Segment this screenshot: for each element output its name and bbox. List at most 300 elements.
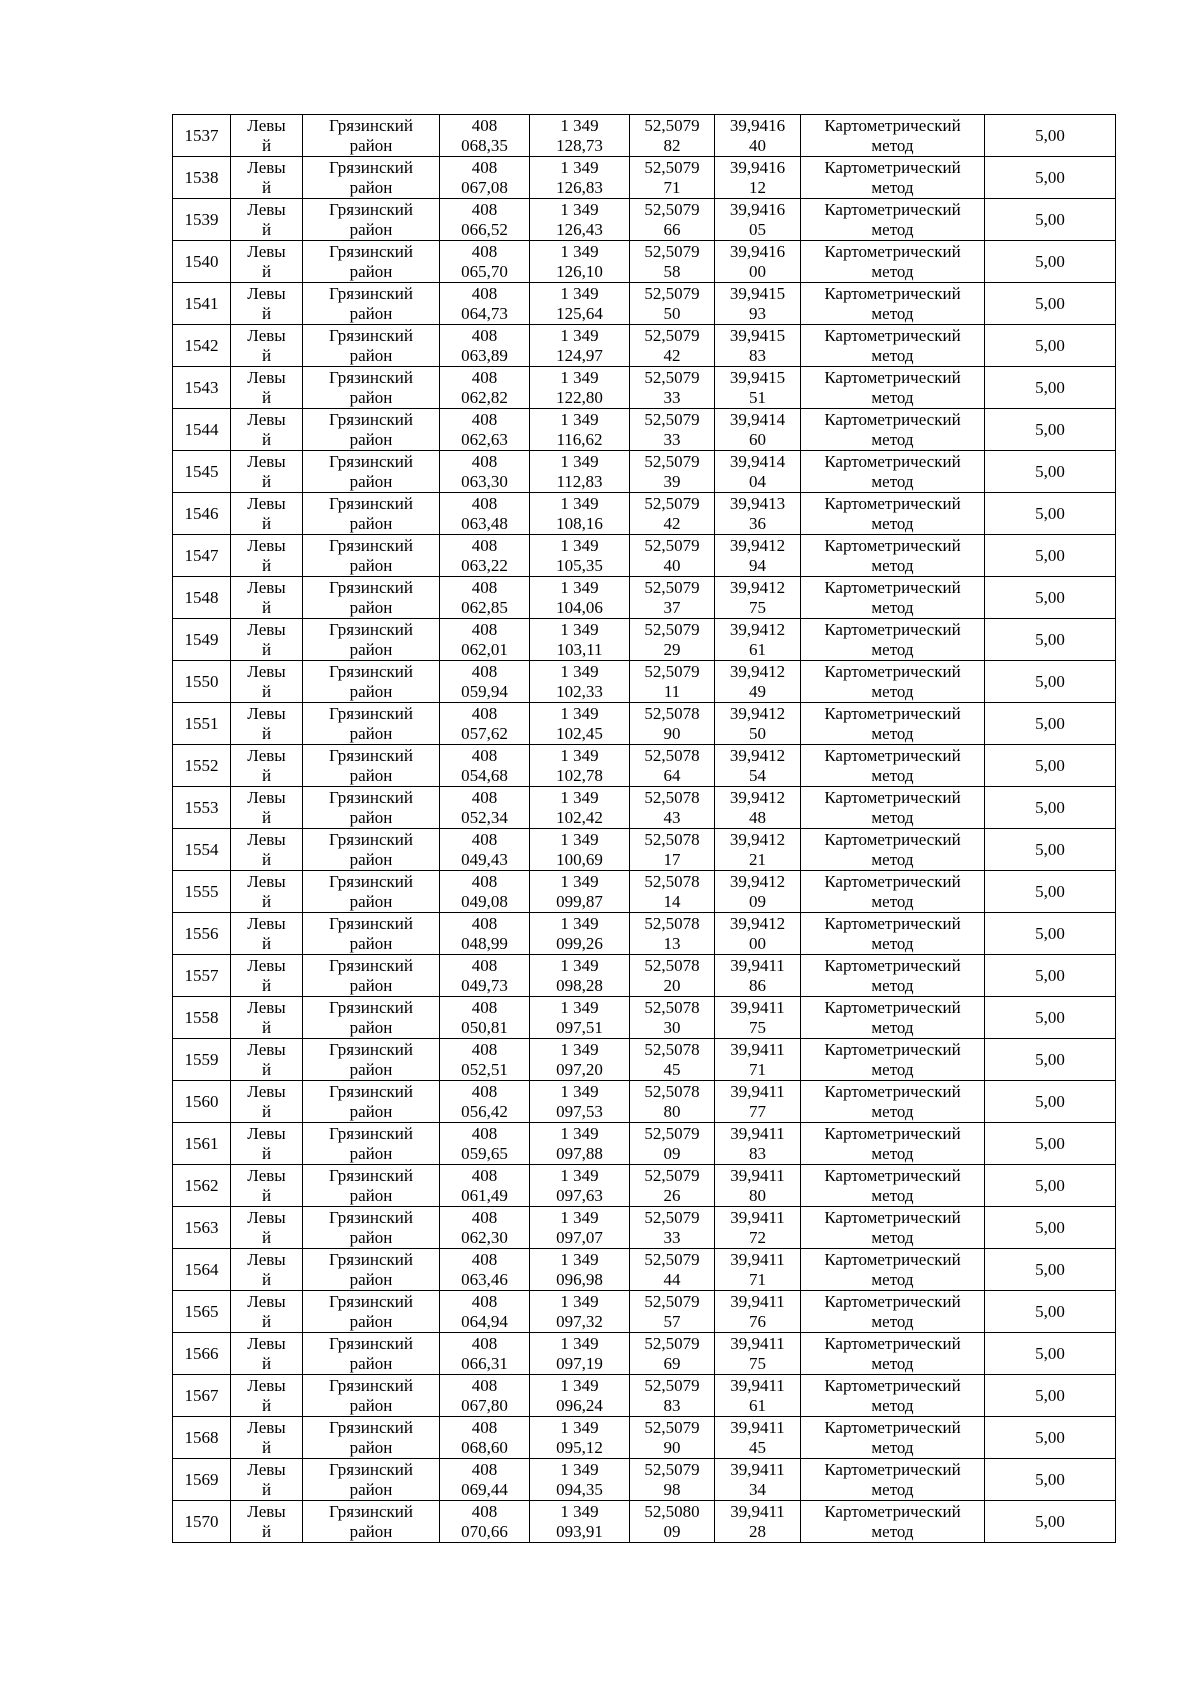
latitude-cell-line-1: 52,5079 [644, 1207, 700, 1227]
district-cell [303, 1207, 440, 1249]
latitude-cell-line-1: 52,5079 [644, 1249, 700, 1269]
y-coordinate-cell-line-2: 124,97 [556, 345, 603, 365]
longitude-cell-line-2: 94 [749, 555, 766, 575]
bank-side-cell-line-1: Левы [247, 283, 286, 303]
district-cell-line-2: район [349, 471, 393, 491]
point-number-cell: 1557 [173, 955, 231, 997]
bank-side-cell [231, 787, 303, 829]
longitude-cell-line-1: 39,9412 [729, 787, 786, 807]
latitude-cell-line-2: 13 [663, 933, 681, 953]
latitude-cell-line-2: 20 [663, 975, 681, 995]
latitude-cell-line-1: 52,5078 [644, 787, 700, 807]
latitude-cell [630, 829, 715, 871]
table-row [173, 283, 1116, 325]
y-coordinate-cell-line-2: 096,98 [556, 1269, 603, 1289]
latitude-cell-line-1: 52,5080 [644, 1501, 700, 1521]
y-coordinate-cell-line-2: 104,06 [556, 597, 603, 617]
latitude-cell-line-1: 52,5078 [644, 745, 700, 765]
method-cell-line-2: метод [871, 303, 914, 323]
latitude-cell [630, 787, 715, 829]
longitude-cell-line-1: 39,9412 [729, 619, 786, 639]
x-coordinate-cell [440, 787, 530, 829]
bank-side-cell-line-2: й [261, 1521, 272, 1541]
longitude-cell [715, 535, 801, 577]
longitude-cell-line-2: 00 [749, 261, 766, 281]
bank-side-cell [231, 745, 303, 787]
x-coordinate-cell-line-1: 408 [471, 1501, 498, 1521]
district-cell-line-2: район [349, 429, 393, 449]
longitude-cell-line-2: 28 [749, 1521, 766, 1541]
district-cell-line-2: район [349, 891, 393, 911]
accuracy-cell: 5,00 [985, 661, 1116, 703]
method-cell-line-2: метод [871, 1185, 914, 1205]
accuracy-cell: 5,00 [985, 577, 1116, 619]
longitude-cell [715, 1249, 801, 1291]
latitude-cell-line-2: 33 [663, 387, 681, 407]
longitude-cell [715, 955, 801, 997]
x-coordinate-cell-line-2: 070,66 [461, 1521, 508, 1541]
longitude-cell-line-1: 39,9411 [730, 955, 785, 975]
bank-side-cell-line-1: Левы [247, 1417, 286, 1437]
method-cell-line-1: Картометрический [824, 1123, 961, 1143]
x-coordinate-cell-line-2: 052,51 [461, 1059, 508, 1079]
method-cell-line-1: Картометрический [824, 1249, 961, 1269]
x-coordinate-cell [440, 997, 530, 1039]
bank-side-cell-line-2: й [261, 1227, 272, 1247]
y-coordinate-cell-line-1: 1 349 [560, 1333, 599, 1353]
y-coordinate-cell [530, 367, 630, 409]
longitude-cell-line-2: 71 [749, 1269, 766, 1289]
method-cell-line-1: Картометрический [824, 661, 961, 681]
y-coordinate-cell-line-1: 1 349 [560, 619, 599, 639]
method-cell-line-1: Картометрический [824, 787, 961, 807]
table-row [173, 997, 1116, 1039]
y-coordinate-cell [530, 577, 630, 619]
y-coordinate-cell-line-2: 102,78 [556, 765, 603, 785]
district-cell-line-1: Грязинский [329, 1165, 413, 1185]
bank-side-cell [231, 199, 303, 241]
bank-side-cell-line-1: Левы [247, 157, 286, 177]
point-number-cell: 1565 [173, 1291, 231, 1333]
latitude-cell [630, 619, 715, 661]
method-cell-line-2: метод [871, 1269, 914, 1289]
district-cell-line-1: Грязинский [329, 577, 413, 597]
y-coordinate-cell [530, 787, 630, 829]
latitude-cell-line-1: 52,5079 [644, 283, 700, 303]
x-coordinate-cell-line-2: 059,65 [461, 1143, 508, 1163]
point-number-cell: 1563 [173, 1207, 231, 1249]
bank-side-cell-line-1: Левы [247, 1123, 286, 1143]
bank-side-cell [231, 241, 303, 283]
district-cell-line-1: Грязинский [329, 871, 413, 891]
method-cell [801, 703, 985, 745]
latitude-cell [630, 409, 715, 451]
x-coordinate-cell-line-2: 067,80 [461, 1395, 508, 1415]
x-coordinate-cell-line-2: 049,08 [461, 891, 508, 911]
longitude-cell [715, 283, 801, 325]
bank-side-cell-line-1: Левы [247, 367, 286, 387]
latitude-cell-line-1: 52,5078 [644, 997, 700, 1017]
method-cell-line-1: Картометрический [824, 1333, 961, 1353]
bank-side-cell [231, 577, 303, 619]
method-cell-line-2: метод [871, 387, 914, 407]
district-cell [303, 871, 440, 913]
longitude-cell-line-2: 61 [749, 639, 766, 659]
district-cell [303, 241, 440, 283]
point-number-cell: 1545 [173, 451, 231, 493]
point-number-cell: 1543 [173, 367, 231, 409]
y-coordinate-cell-line-2: 105,35 [556, 555, 603, 575]
latitude-cell [630, 1039, 715, 1081]
method-cell-line-1: Картометрический [824, 829, 961, 849]
longitude-cell-line-2: 40 [749, 135, 766, 155]
x-coordinate-cell-line-1: 408 [471, 703, 498, 723]
method-cell-line-2: метод [871, 1353, 914, 1373]
district-cell-line-2: район [349, 555, 393, 575]
x-coordinate-cell-line-1: 408 [471, 1165, 498, 1185]
method-cell-line-1: Картометрический [824, 241, 961, 261]
method-cell-line-2: метод [871, 891, 914, 911]
method-cell-line-2: метод [871, 975, 914, 995]
method-cell [801, 451, 985, 493]
district-cell [303, 577, 440, 619]
bank-side-cell-line-1: Левы [247, 199, 286, 219]
longitude-cell [715, 115, 801, 157]
longitude-cell-line-2: 05 [749, 219, 766, 239]
district-cell-line-1: Грязинский [329, 1375, 413, 1395]
latitude-cell-line-1: 52,5078 [644, 829, 700, 849]
x-coordinate-cell [440, 157, 530, 199]
longitude-cell-line-1: 39,9412 [729, 871, 786, 891]
longitude-cell-line-2: 61 [749, 1395, 766, 1415]
bank-side-cell-line-1: Левы [247, 493, 286, 513]
x-coordinate-cell-line-1: 408 [471, 787, 498, 807]
bank-side-cell [231, 325, 303, 367]
table-row [173, 325, 1116, 367]
y-coordinate-cell-line-2: 093,91 [556, 1521, 603, 1541]
latitude-cell-line-2: 29 [663, 639, 681, 659]
latitude-cell-line-1: 52,5079 [644, 577, 700, 597]
y-coordinate-cell-line-1: 1 349 [560, 1207, 599, 1227]
bank-side-cell-line-2: й [261, 1395, 272, 1415]
bank-side-cell [231, 1123, 303, 1165]
method-cell-line-1: Картометрический [824, 199, 961, 219]
latitude-cell-line-1: 52,5078 [644, 871, 700, 891]
longitude-cell-line-2: 12 [749, 177, 766, 197]
latitude-cell-line-2: 14 [663, 891, 681, 911]
x-coordinate-cell [440, 661, 530, 703]
accuracy-cell: 5,00 [985, 871, 1116, 913]
y-coordinate-cell [530, 1207, 630, 1249]
x-coordinate-cell [440, 1291, 530, 1333]
y-coordinate-cell-line-1: 1 349 [560, 367, 599, 387]
district-cell [303, 619, 440, 661]
accuracy-cell: 5,00 [985, 283, 1116, 325]
latitude-cell [630, 1207, 715, 1249]
y-coordinate-cell-line-1: 1 349 [560, 955, 599, 975]
district-cell-line-2: район [349, 723, 393, 743]
point-number-cell: 1549 [173, 619, 231, 661]
bank-side-cell-line-2: й [261, 261, 272, 281]
district-cell [303, 913, 440, 955]
latitude-cell [630, 997, 715, 1039]
district-cell [303, 409, 440, 451]
longitude-cell-line-2: 93 [749, 303, 766, 323]
y-coordinate-cell [530, 1375, 630, 1417]
table-row [173, 367, 1116, 409]
point-number-cell: 1569 [173, 1459, 231, 1501]
x-coordinate-cell-line-1: 408 [471, 1207, 498, 1227]
table-row [173, 1375, 1116, 1417]
method-cell-line-2: метод [871, 1059, 914, 1079]
latitude-cell [630, 283, 715, 325]
district-cell [303, 115, 440, 157]
point-number-cell: 1539 [173, 199, 231, 241]
accuracy-cell: 5,00 [985, 535, 1116, 577]
latitude-cell-line-1: 52,5079 [644, 1165, 700, 1185]
method-cell-line-1: Картометрический [824, 577, 961, 597]
x-coordinate-cell-line-1: 408 [471, 1459, 498, 1479]
district-cell-line-2: район [349, 135, 393, 155]
bank-side-cell-line-1: Левы [247, 997, 286, 1017]
x-coordinate-cell-line-2: 062,30 [461, 1227, 508, 1247]
x-coordinate-cell-line-2: 063,46 [461, 1269, 508, 1289]
longitude-cell [715, 157, 801, 199]
district-cell [303, 1249, 440, 1291]
longitude-cell-line-1: 39,9411 [730, 1081, 785, 1101]
method-cell-line-1: Картометрический [824, 325, 961, 345]
latitude-cell [630, 493, 715, 535]
latitude-cell [630, 1375, 715, 1417]
method-cell [801, 745, 985, 787]
bank-side-cell [231, 115, 303, 157]
y-coordinate-cell [530, 325, 630, 367]
longitude-cell-line-1: 39,9411 [730, 997, 785, 1017]
latitude-cell [630, 115, 715, 157]
x-coordinate-cell-line-1: 408 [471, 451, 498, 471]
district-cell-line-1: Грязинский [329, 115, 413, 135]
bank-side-cell-line-1: Левы [247, 1207, 286, 1227]
latitude-cell-line-2: 42 [663, 345, 681, 365]
latitude-cell-line-2: 11 [663, 681, 681, 701]
x-coordinate-cell-line-1: 408 [471, 829, 498, 849]
district-cell [303, 1375, 440, 1417]
latitude-cell [630, 913, 715, 955]
method-cell [801, 1039, 985, 1081]
longitude-cell-line-2: 04 [749, 471, 766, 491]
x-coordinate-cell [440, 1417, 530, 1459]
district-cell [303, 955, 440, 997]
district-cell-line-1: Грязинский [329, 535, 413, 555]
accuracy-cell: 5,00 [985, 787, 1116, 829]
y-coordinate-cell-line-1: 1 349 [560, 661, 599, 681]
x-coordinate-cell-line-1: 408 [471, 367, 498, 387]
latitude-cell-line-2: 50 [663, 303, 681, 323]
table-row [173, 787, 1116, 829]
point-number-cell: 1554 [173, 829, 231, 871]
bank-side-cell-line-2: й [261, 1479, 272, 1499]
district-cell [303, 997, 440, 1039]
x-coordinate-cell [440, 493, 530, 535]
method-cell [801, 913, 985, 955]
latitude-cell-line-2: 44 [663, 1269, 681, 1289]
longitude-cell-line-1: 39,9416 [729, 157, 786, 177]
x-coordinate-cell-line-2: 052,34 [461, 807, 508, 827]
x-coordinate-cell-line-1: 408 [471, 325, 498, 345]
longitude-cell-line-1: 39,9412 [729, 703, 786, 723]
x-coordinate-cell [440, 1249, 530, 1291]
y-coordinate-cell [530, 199, 630, 241]
y-coordinate-cell-line-1: 1 349 [560, 199, 599, 219]
y-coordinate-cell-line-1: 1 349 [560, 1291, 599, 1311]
method-cell [801, 619, 985, 661]
y-coordinate-cell [530, 493, 630, 535]
table-row [173, 871, 1116, 913]
point-number-cell: 1537 [173, 115, 231, 157]
longitude-cell-line-2: 34 [749, 1479, 766, 1499]
bank-side-cell-line-1: Левы [247, 409, 286, 429]
y-coordinate-cell-line-2: 102,33 [556, 681, 603, 701]
accuracy-cell: 5,00 [985, 703, 1116, 745]
method-cell [801, 661, 985, 703]
x-coordinate-cell [440, 409, 530, 451]
district-cell [303, 157, 440, 199]
y-coordinate-cell-line-1: 1 349 [560, 1039, 599, 1059]
method-cell-line-1: Картометрический [824, 451, 961, 471]
y-coordinate-cell-line-1: 1 349 [560, 535, 599, 555]
method-cell-line-2: метод [871, 219, 914, 239]
latitude-cell-line-1: 52,5079 [644, 367, 700, 387]
y-coordinate-cell [530, 997, 630, 1039]
bank-side-cell-line-1: Левы [247, 1291, 286, 1311]
bank-side-cell-line-2: й [261, 681, 272, 701]
bank-side-cell [231, 1249, 303, 1291]
bank-side-cell [231, 1333, 303, 1375]
table-row [173, 577, 1116, 619]
table-row [173, 409, 1116, 451]
longitude-cell-line-1: 39,9413 [729, 493, 786, 513]
bank-side-cell-line-2: й [261, 303, 272, 323]
table-row [173, 1501, 1116, 1543]
point-number-cell: 1550 [173, 661, 231, 703]
method-cell [801, 283, 985, 325]
longitude-cell [715, 493, 801, 535]
bank-side-cell [231, 997, 303, 1039]
longitude-cell-line-2: 51 [749, 387, 766, 407]
district-cell-line-2: район [349, 1521, 393, 1541]
accuracy-cell: 5,00 [985, 829, 1116, 871]
district-cell [303, 703, 440, 745]
latitude-cell-line-1: 52,5079 [644, 661, 700, 681]
district-cell [303, 1291, 440, 1333]
latitude-cell [630, 1333, 715, 1375]
district-cell-line-1: Грязинский [329, 1039, 413, 1059]
method-cell [801, 115, 985, 157]
accuracy-cell: 5,00 [985, 955, 1116, 997]
bank-side-cell [231, 913, 303, 955]
latitude-cell-line-2: 66 [663, 219, 681, 239]
method-cell-line-1: Картометрический [824, 283, 961, 303]
table-row [173, 661, 1116, 703]
accuracy-cell: 5,00 [985, 1249, 1116, 1291]
x-coordinate-cell-line-2: 066,31 [461, 1353, 508, 1373]
district-cell-line-2: район [349, 1479, 393, 1499]
x-coordinate-cell [440, 325, 530, 367]
latitude-cell-line-2: 69 [663, 1353, 681, 1373]
latitude-cell-line-2: 09 [663, 1143, 681, 1163]
y-coordinate-cell [530, 703, 630, 745]
y-coordinate-cell [530, 955, 630, 997]
x-coordinate-cell-line-2: 048,99 [461, 933, 508, 953]
district-cell-line-2: район [349, 387, 393, 407]
x-coordinate-cell-line-2: 062,63 [461, 429, 508, 449]
longitude-cell-line-1: 39,9411 [730, 1417, 785, 1437]
latitude-cell-line-1: 52,5079 [644, 451, 700, 471]
longitude-cell [715, 1291, 801, 1333]
bank-side-cell [231, 451, 303, 493]
latitude-cell-line-1: 52,5079 [644, 1375, 700, 1395]
bank-side-cell [231, 493, 303, 535]
table-row [173, 241, 1116, 283]
method-cell-line-1: Картометрический [824, 1165, 961, 1185]
longitude-cell-line-2: 36 [749, 513, 766, 533]
method-cell [801, 955, 985, 997]
latitude-cell-line-1: 52,5078 [644, 1081, 700, 1101]
latitude-cell-line-1: 52,5078 [644, 1039, 700, 1059]
latitude-cell-line-2: 40 [663, 555, 681, 575]
point-number-cell: 1567 [173, 1375, 231, 1417]
bank-side-cell [231, 661, 303, 703]
district-cell [303, 829, 440, 871]
district-cell-line-1: Грязинский [329, 1123, 413, 1143]
bank-side-cell-line-1: Левы [247, 1459, 286, 1479]
x-coordinate-cell [440, 745, 530, 787]
bank-side-cell-line-2: й [261, 387, 272, 407]
x-coordinate-cell-line-2: 063,30 [461, 471, 508, 491]
district-cell-line-1: Грязинский [329, 955, 413, 975]
x-coordinate-cell-line-2: 054,68 [461, 765, 508, 785]
district-cell-line-2: район [349, 1311, 393, 1331]
x-coordinate-cell-line-1: 408 [471, 241, 498, 261]
latitude-cell-line-2: 09 [663, 1521, 681, 1541]
table-row [173, 535, 1116, 577]
accuracy-cell: 5,00 [985, 199, 1116, 241]
x-coordinate-cell-line-1: 408 [471, 199, 498, 219]
method-cell-line-2: метод [871, 555, 914, 575]
method-cell-line-1: Картометрический [824, 997, 961, 1017]
latitude-cell-line-1: 52,5079 [644, 325, 700, 345]
y-coordinate-cell [530, 745, 630, 787]
bank-side-cell-line-2: й [261, 933, 272, 953]
method-cell-line-2: метод [871, 1521, 914, 1541]
method-cell [801, 577, 985, 619]
table-row [173, 1459, 1116, 1501]
longitude-cell [715, 619, 801, 661]
y-coordinate-cell [530, 1291, 630, 1333]
longitude-cell-line-2: 75 [749, 1353, 766, 1373]
district-cell-line-2: район [349, 975, 393, 995]
method-cell-line-1: Картометрический [824, 115, 961, 135]
latitude-cell-line-1: 52,5078 [644, 913, 700, 933]
district-cell [303, 325, 440, 367]
bank-side-cell [231, 1165, 303, 1207]
point-number-cell: 1546 [173, 493, 231, 535]
district-cell-line-2: район [349, 261, 393, 281]
y-coordinate-cell-line-1: 1 349 [560, 157, 599, 177]
table-row [173, 1249, 1116, 1291]
point-number-cell: 1553 [173, 787, 231, 829]
method-cell [801, 871, 985, 913]
